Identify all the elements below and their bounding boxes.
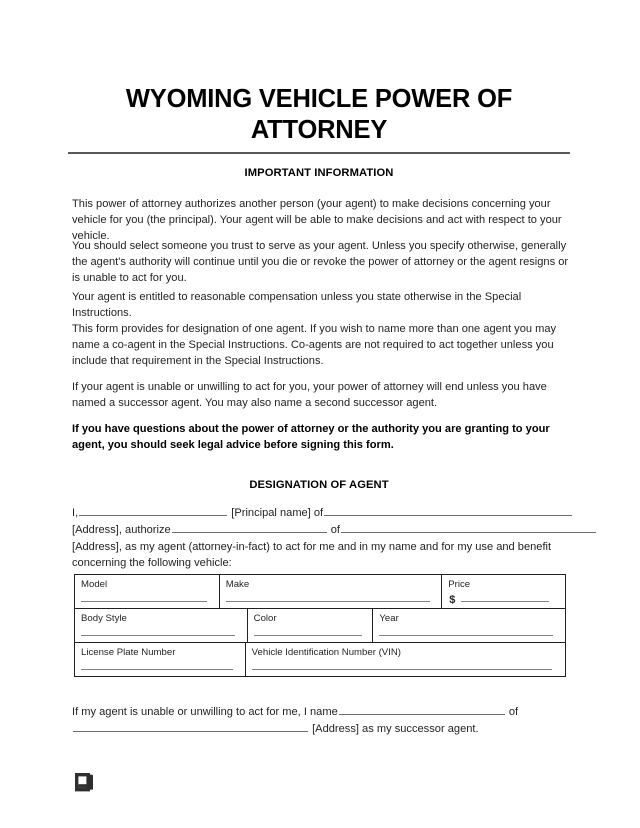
table-cell-vin[interactable] bbox=[246, 643, 565, 676]
label-make: Make bbox=[225, 579, 250, 590]
successor-line2-suffix: [Address] as my successor agent. bbox=[312, 723, 479, 736]
table-cell-body-style[interactable] bbox=[75, 609, 248, 642]
vehicle-information-table bbox=[74, 574, 566, 677]
table-row bbox=[75, 643, 565, 676]
dollar-sign-icon: $ bbox=[449, 594, 456, 606]
label-model: Model bbox=[81, 579, 108, 590]
label-license-plate: License Plate Number bbox=[81, 647, 176, 658]
legal-templates-logo-icon bbox=[75, 773, 97, 795]
designation-line1-prefix: I, bbox=[72, 507, 79, 519]
principal-name-field[interactable] bbox=[79, 504, 227, 516]
vin-input-line[interactable] bbox=[252, 669, 552, 670]
table-row bbox=[75, 575, 565, 609]
paragraph-authorization: This power of attorney authorizes another person (your agent) to make decisions concerning your vehicle for you (the principal). Your agent will be able to make decisions and act with respect to your vehicle. bbox=[72, 198, 562, 243]
successor-address-field[interactable] bbox=[73, 720, 308, 732]
designation-fill-block bbox=[72, 504, 570, 571]
designation-line2-mid: of bbox=[330, 524, 341, 537]
model-input-line[interactable] bbox=[81, 601, 207, 602]
year-input-line[interactable] bbox=[379, 635, 553, 636]
paragraph-co-agent: This form provides for designation of one agent. If you wish to name more than one agent you may name a co-agent in the Special Instructions. Co-agents are not required to act together unless you include that requirement in the Special Instructions. bbox=[72, 323, 557, 368]
table-row bbox=[75, 609, 565, 643]
color-input-line[interactable] bbox=[254, 635, 362, 636]
designation-line-3: [Address], as my agent (attorney-in-fact) to act for me and in my name and for my use and benefit bbox=[72, 540, 552, 553]
successor-agent-block bbox=[72, 703, 570, 738]
successor-name-field[interactable] bbox=[339, 703, 505, 715]
label-vin: Vehicle Identification Number (VIN) bbox=[251, 647, 401, 658]
label-year: Year bbox=[379, 613, 399, 624]
successor-line1-suffix: of bbox=[508, 706, 519, 718]
table-cell-license-plate[interactable] bbox=[75, 643, 246, 676]
section-heading-designation-of-agent: DESIGNATION OF AGENT bbox=[249, 479, 389, 491]
title-divider bbox=[68, 152, 570, 154]
designation-line-1 bbox=[72, 504, 570, 521]
designation-line-2 bbox=[72, 521, 570, 538]
price-input-line[interactable] bbox=[461, 601, 549, 602]
principal-address-field[interactable] bbox=[324, 504, 572, 516]
designation-line1-mid: [Principal name] of bbox=[231, 507, 324, 519]
section-heading-important-information: IMPORTANT INFORMATION bbox=[244, 167, 394, 179]
label-price: Price bbox=[448, 579, 471, 590]
table-cell-make[interactable] bbox=[220, 575, 443, 608]
designation-line-4: concerning the following vehicle: bbox=[72, 556, 232, 569]
agent-name-field[interactable] bbox=[172, 521, 327, 533]
paragraph-legal-advice-warning: If you have questions about the power of attorney or the authority you are granting to your agent, you should seek legal advice before signing this form. bbox=[72, 423, 550, 452]
license-plate-input-line[interactable] bbox=[81, 669, 233, 670]
table-cell-price[interactable] bbox=[442, 575, 565, 608]
paragraph-select-agent: You should select someone you trust to serve as your agent. Unless you specify otherwise, generally the agent's authority will continue until you die or revoke the power of attorney or the agent resigns or is unable to act for you. bbox=[72, 240, 569, 285]
successor-line1-prefix: If my agent is unable or unwilling to act for me, I name bbox=[72, 706, 338, 718]
successor-line-1 bbox=[72, 703, 570, 720]
table-cell-model[interactable] bbox=[75, 575, 220, 608]
table-cell-year[interactable] bbox=[373, 609, 565, 642]
table-cell-color[interactable] bbox=[248, 609, 374, 642]
body-style-input-line[interactable] bbox=[81, 635, 235, 636]
label-color: Color bbox=[253, 613, 277, 624]
successor-line-2 bbox=[72, 720, 570, 737]
designation-line2-prefix: [Address], authorize bbox=[72, 524, 171, 537]
paragraph-successor-agent: If your agent is unable or unwilling to act for you, your power of attorney will end unless you have named a successor agent. You may also name a second successor agent. bbox=[72, 381, 547, 410]
label-body-style: Body Style bbox=[81, 613, 127, 624]
agent-address-field[interactable] bbox=[341, 521, 596, 533]
paragraph-compensation: Your agent is entitled to reasonable compensation unless you state otherwise in the Special Instructions. bbox=[72, 291, 522, 320]
page-title: WYOMING VEHICLE POWER OF ATTORNEY bbox=[125, 85, 513, 144]
make-input-line[interactable] bbox=[226, 601, 430, 602]
